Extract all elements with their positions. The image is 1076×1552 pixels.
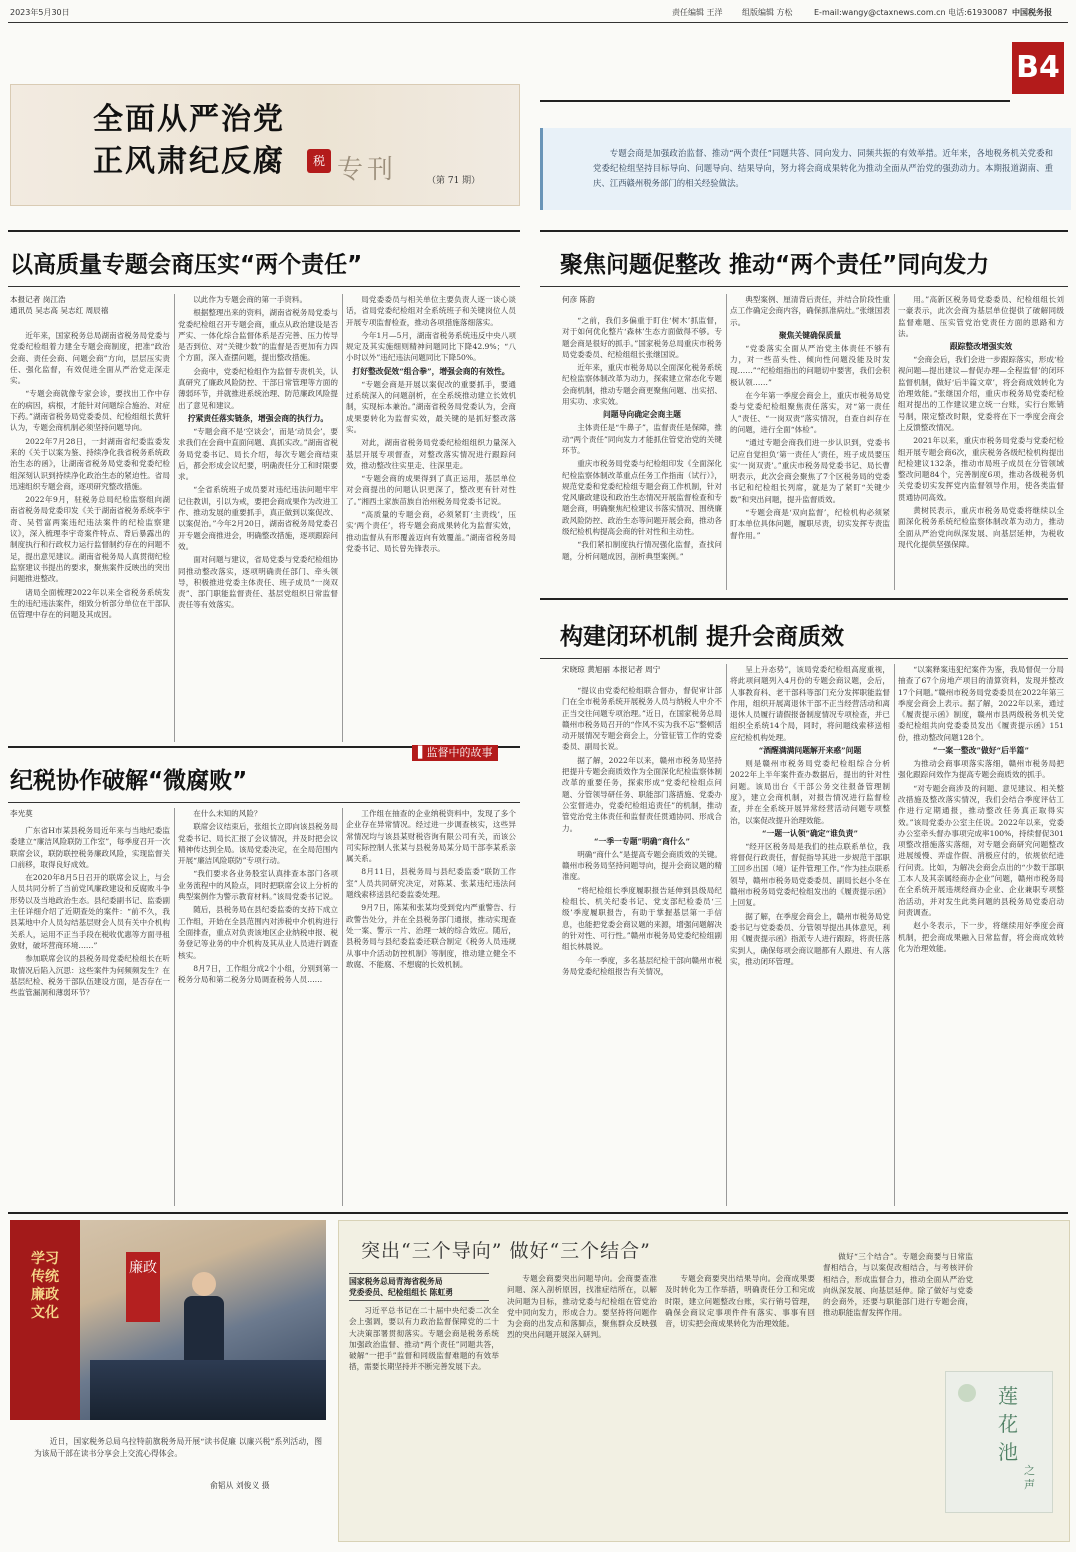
article1-paragraph: 会商中，党委纪检组作为监督专责机关，认真研究了廉政风险防控、干部日常管理等方面的薄弱环节，并就推进系统治理、防范廉政风险提出了意见和建议。 [178,366,338,410]
speaker-body [184,1296,224,1366]
article2-title-rule [540,286,1068,287]
article1-paragraph: 2022年9月，驻税务总局纪检监察组向湖南省税务局党委印发《关于湖南省税务系统李宇奇、吴哲富两案违纪违法案件的纪检监察建议》，深入梳理李宇奇案件特点、背后暴露出的制度执行和行政权力运行监督制约存在的问题不足，提出意见建议。湖南省税务局人真贯彻纪检监察建议书提出的要求，聚焦案件反映出的突出问题推进整改。 [10,495,170,584]
intro-text: 专题会商是加强政治监督、推动“两个责任”同题共答、同向发力、同频共振的有效举措。近年来，各地税务机关党委和党委纪检组坚持目标导向、问题导向、结果导向，努力将会商成果转化为推动全面从严治党的强劲动力。本期报道湖南、重庆、江西赣州税务部门的相关经验做法。 [593,148,1053,188]
article4-paragraph: 随后，县税务局在县纪委监委的支持下成立工作组，开始在全县范围内对涉税中介机构进行全面排查，重点对负责该地区企业纳税申报、税务登记等业务的中介机构及其从业人员进行调查核实。 [178,905,338,960]
article1-subhead: “专题会商就像专家会诊，要找出工作中存在的病因，病根，才能针对问题综合施治、对症下药。”湖南省税务局党委委员、纪检组组长黄轩认为，专题会商机制必须坚持问题导向。 [10,389,170,433]
article1-paragraph: 根据整理出来的资料，湖南省税务局党委与党委纪检组召开专题会商，重点从政治建设是否严实、一体化综合监督体系是否完善、压力传导是否到位、对“关键少数”的监督是否更加有力四个方面，深入查摆问题，提出整改措施。 [178,308,338,363]
article1-byline-correspondents: 通讯员 吴志高 吴志红 周辰禧 [10,306,109,315]
article3-column-2 [730,664,890,1206]
article1-subhead: 拧紧责任落实链条，增强会商的执行力。 [187,413,329,423]
article3-paragraph: 据了解，在季度会商会上，赣州市税务局党委书记与党委委员、分管领导提出具体意见，利用《履责提示函》指派专人进行跟踪，将责任落实到人，确保每项会商议题都有人跟进、有人落实，推动闭环管理。 [730,911,890,966]
article4-paragraph: 参加联席会议的县税务局党委纪检组长在听取情况后陷入沉思：这些案件为何频频发生？在基层纪检、税务干部队伍建设方面，是否存在一些监管漏洞和薄弱环节？ [10,954,170,998]
article3-paragraph: 赵小冬表示，下一步，将继续用好季度会商机制，把会商成果融入日常监督，将会商成效转化为治理效能。 [898,921,1064,953]
article3-byline: 宋晓琼 黄旭丽 本报记者 周宁 [562,665,661,674]
essay-author-title: 党委委员、纪检组组长 陈虹勇 [349,1288,454,1297]
essay-author-org: 国家税务总局青海省税务局 [349,1277,443,1286]
article4-byline: 李光莫 [10,809,33,818]
audience-row [90,1360,326,1420]
article2-paragraph: 2021年以来，重庆市税务局党委与党委纪检组开展专题会商6次，重庆税务各级纪检机构提出纪检建议132条，推动市局班子成员在分管领域整改问题84个，完善制度6项，推动各级税务机关党委切实发挥党内监督领导作用，使各类监督贯通协同高效。 [898,436,1064,502]
article4-column-3 [346,808,516,1206]
article2-paragraph: 重庆市税务局党委与纪检组印发《全面深化纪检监察体制改革重点任务工作指南（试行）》，规范党委和党委纪检组专题会商工作机制，针对党风廉政建设和政治生态情况开展监督检查和专题会商，明确聚焦纪检建议书落实情况、围绕廉政风险防控、政治生态等问题开展会商，推动各级纪检机构提高会商的针对性和主动性。 [562,459,722,537]
article4-paragraph: 8月7日，工作组分成2个小组，分别到第一税务分局和第二税务分局调查税务人员…… [178,963,338,985]
article4-paragraph: “我们要求各业务股室认真排查本部门各项业务流程中的风险点，同时把联席会议上分析的典型案例作为警示教育材料。”该局党委书记说。 [178,869,338,902]
article1-title-rule [8,286,520,287]
special-issue-label: 专刊 [337,155,398,185]
article4-paragraph: 联席会议结束后，张组长立即向该县税务局党委书记、局长汇报了会议情况，并及时把会议精神传达到全局。该局党委决定，在全局范围内开展“廉洁风险联防”专项行动。 [178,822,338,866]
column-divider [342,808,343,1206]
article2-paragraph: 用。”高新区税务局党委委员、纪检组组长刘一豪表示，此次会商为基层单位提供了破解同级监督难题、压实管党治党责任方面的思路和方法。 [898,295,1064,338]
column-banner [10,84,520,206]
article1-subhead: 打好整改促效“组合拳”，增强会商的有效性。 [352,366,510,376]
article4-paragraph: 9月7日，陈某和张某均受到党内严重警告、行政警告处分，并在全县税务部门通报，推动实现查处一案、警示一片、治理一域的综合效应。随后，县税务局与县纪委监委还联合制定《税务人员违规从事中介活动防控机制》等制度，推动建立健全不敢腐、不能腐、不想腐的长效机制。 [346,903,516,969]
article1-column-3 [346,294,516,742]
article3-paragraph: 为推动会商事项落实落细，赣州市税务局把强化跟踪问效作为提高专题会商质效的抓手。 [898,759,1064,780]
article2-paragraph: 在今年第一季度会商会上，重庆市税务局党委与党委纪检组聚焦责任落实，对“第一责任人”责任、“一岗双责”落实情况，自查自纠存在的问题，进行全面“体检”。 [730,391,890,434]
article2-column-2 [730,294,890,590]
page-number-badge: B4 [1012,42,1064,94]
essay-paragraph: 习近平总书记在二十届中央纪委二次全会上强调，要以有力政治监督保障党的二十大决策部署贯彻落实。专题会商是税务系统加强政治监督、推动“两个责任”同题共答，破解“一把手”监督和同级监督难题的有效举措，需要长期坚持并不断完善发展下去。 [349,1306,499,1372]
header-thick-rule [540,100,1010,102]
article1-paragraph: 近年来，国家税务总局湖南省税务局党委与党委纪检组着力建全专题会商制度，把准“政治会商、责任会商、问题会商”方向，层层压实责任、强化监督，有效促进全面从严治党走深走实。 [10,331,170,386]
article4-paragraph: 8月11日，县税务局与县纪委监委“联防工作室”人员共同研究决定，对陈某、张某违纪违法问题线索移送县纪委监委处理。 [346,867,516,900]
article1-paragraph: “高质量的专题会商，必须紧盯‘主责线’，压实‘两个责任’，将专题会商成果转化为监督实效，推动监督从有形覆盖迈向有效覆盖。”湖南省税务局党委书记、局长曾先锋表示。 [346,510,516,553]
article3-paragraph: 明确“商什么”是提高专题会商质效的关键。赣州市税务局坚持问题导向，提升会商议题的精准度。 [562,849,722,882]
lotus-icon [958,1384,976,1402]
essay-paragraph: 专题会商要突出结果导向。会商成果要及时转化为工作举措，明确责任分工和完成时限，建立问题整改台账，实行销号管理，确保会商议定事项件件有落实、事事有回音，切实把会商成果转化为治理效能。 [665,1274,815,1329]
column-divider [174,808,175,1206]
lotus-column-subtitle: 之声 [1024,1464,1035,1491]
article4-title-rule [8,802,520,803]
article1-top-rule [8,230,520,232]
issue-number: （第 71 期） [427,176,481,186]
essay-column-3 [665,1273,815,1531]
essay-author-box [349,1273,489,1301]
lotus-column-logo [945,1371,1053,1513]
column-divider [342,294,343,742]
article1-column-1 [10,294,170,742]
article4-paragraph: 在什么未知的风险？ [193,809,262,818]
article2-column-1 [562,294,722,590]
column-divider [174,294,175,742]
header-rule [8,22,1068,23]
article2-paragraph: “通过专题会商我们进一步认识到，党委书记应自觉担负‘第一责任人’责任，班子成员要压实‘一岗双责’。”重庆市税务局党委书记、局长曹明表示，此次会商会聚焦了7个区税务局的党委书记和纪检组长列席，就是为了紧盯“关键少数”和突出问题，提升监督质效。 [730,438,890,504]
article3-paragraph: “对专题会商涉及的问题、意见建议、相关整改措施及整改落实情况，我们会结合季度评估工作进行定期通报，推动整改任务真正取得实效。”该局党委办公室主任说。2022年以来，党委办公室牵头督办事项完成率100%，持续督促301项整改措施落实落细，对专题会商研究问题整改进展缓慢、弄虚作假、消极应付的，依规依纪进行问责。比如，为解决会商会点出的“少数干部职工本人及其亲属经商办企业”问题，赣州市税务局在全系统开展违规经商办企业、企业兼职专项整治活动，并对发生此类问题的县税务局党委启动问责调查。 [898,783,1064,917]
article1-paragraph: “专题会商不是‘空谈会’，而是‘动员会’，要求我们在会商中直面问题、真抓实改。”湖南省税务局党委书记、局长介绍，每次专题会商结束后，都会形成会议纪要，明确责任分工和时限要求。 [178,426,338,482]
photo-wall-sign: 廉政 [126,1252,160,1322]
article3-top-rule [540,598,1068,600]
column-divider [894,294,895,590]
article2-column-3 [898,294,1064,590]
article4-paragraph: 广东省H市某县税务局近年来与当地纪委监委建立“廉洁风险联防工作室”，每季度召开一次联席会议，联防联控税务廉政风险，实现监督关口前移，取得良好成效。 [10,826,170,869]
article3-subhead: “酒醒满满问题解开来惑”问题 [758,746,862,756]
essay-column-1 [349,1305,499,1531]
article1-paragraph: 面对问题与建议，省局党委与党委纪检组协同推动整改落实，逐项明确责任部门、牵头领导，积极推进党委主体责任、班子成员“一岗双责”、部门职能监督责任、基层党组织日常监督责任等有效落实。 [178,555,338,610]
article4-paragraph: 工作组在抽查的企业纳税资料中，发现了多个企业存在异常情况。经过进一步调查核实，这些异常情况均与该县某财税咨询有限公司有关，而该公司实际控制人张某与县税务局某分局干部李某系亲属关系。 [346,809,516,864]
contact-info: E-mail:wangy@ctaxnews.com.cn 电话:61930087 [814,8,1008,17]
photo-credit: 俞韬从 刘俊义 摄 [210,1481,270,1490]
article1-paragraph: 以此作为专题会商的第一手资料。 [193,295,308,304]
article2-paragraph: 近年来，重庆市税务局以全面深化税务系统纪检监察体制改革为动力，探索建立常态化专题会商机制，推动专题会商更聚焦问题、出实招、用实功、求实效。 [562,363,722,407]
article1-paragraph: “全省系统班子成员要对违纪违法问题牢牢记住教训，引以为戒，要把会商成果作为改进工作、推动发展的重要抓手，真正做到以案促改、以案促治。”今年2月20日，湖南省税务局党委召开专题会商推进会，明确整改措施，逐项跟踪问效。 [178,485,338,551]
article4-column-1 [10,808,170,1206]
seal-stamp: 税 [307,149,331,173]
article1-byline-reporter: 本报记者 岗江浩 [10,295,66,304]
article3-paragraph: 呈上升态势”，该局党委纪检组高度重视，将此项问题列入4月份的专题会商议题，会后，人事教育科、老干部科等部门充分发挥职能监督作用，组织开展离退休干部不正当经营活动和离退休人员履行请假报备制度情况专项检查，并已组织全系统14个局，同时，将问题线索移送相应纪检机构处理。 [730,665,890,742]
article2-paragraph: “会商会后，我们会进一步跟踪落实，形成‘检视问题—提出建议—督促办理—全程监督’的闭环监督机制，做好‘后半篇文章’，将会商成效转化为治理效能。”张继国介绍，重庆市税务局党委纪检组对提出的工作建议建立统一台账，实行台账销号制，限定整改时限，党委将在下一季度会商会上反馈整改情况。 [898,355,1064,432]
article1-paragraph: 对此，湖南省税务局党委纪检组组织力量深入基层开展专项督查，对整改落实情况进行跟踪问效，推动整改往实里走、往深里走。 [346,438,516,470]
column-divider [894,664,895,1206]
article1-paragraph: 诸局全面梳理2022年以来全省税务系统发生的违纪违法案件，细致分析部分单位在干部队伍管理中存在的问题及其成因。 [10,587,170,620]
article1-headline: 以高质量专题会商压实“两个责任” [10,252,363,278]
article3-subhead: “一季一专题”明确“商什么” [594,836,690,846]
intro-box [540,128,1071,210]
essay-box [338,1220,1070,1542]
column-divider [726,294,727,590]
article2-byline: 何彦 陈韵 [562,295,595,304]
essay-paragraph: 专题会商要突出问题导向。会商要查准问题、深入剖析原因，找准症结所在，以解决问题为目标，推动党委与纪检组在管党治党中同向发力，形成合力。要坚持将问题作为会商的出发点和落脚点，聚焦群众反映强烈的突出问题开展深入研判。 [507,1274,657,1340]
article1-paragraph: 今年1月—5月，湖南省税务系统违反中央八项规定及其实施细则精神问题同比下降42.9%；“八小时以外”违纪违法问题同比下降50%。 [346,330,516,363]
article2-subhead: 问题导向确定会商主题 [603,410,681,420]
article3-column-3 [898,664,1064,1206]
banner-title-line1: 全面从严治党 [93,102,285,137]
photo-banner-text: 学习传统廉政文化 [31,1251,59,1321]
essay-column-4 [823,1251,973,1351]
essay-column-2 [507,1273,657,1531]
article3-column-1 [562,664,722,1206]
article2-subhead: 聚焦关键确保质量 [778,330,842,340]
article2-paragraph: “专题会商是‘双向监督’，纪检机构必须紧盯本单位具体问题，履职尽责，切实发挥专责监督作用。” [730,508,890,540]
column-divider [726,664,727,1206]
article2-paragraph: 主体责任是“牛鼻子”，监督责任是保障，推动“两个责任”同向发力才能抓住管党治党的关键环节。 [562,423,722,455]
article4-column-2 [178,808,338,1206]
article1-paragraph: 2022年7月28日，一封湖南省纪委监委发来的《关于以案为鉴、持续净化我省税务系统政治生态的函》，让湖南省税务局党委和党委纪检组深刻认识到持续净化政治生态的紧迫性。省局迅速组织专题会商，逐项研究整改措施。 [10,436,170,491]
article3-paragraph: 据了解，2022年以来，赣州市税务局坚持把提升专题会商质效作为全面深化纪检监察体制改革的重要任务，探索形成“党委纪检组点问题、分管领导研任务、职能部门落措施、党委办公室督进办，党委纪检组追责任”的机制，推动管党治党主体责任和监督责任贯通协同、形成合力。 [562,755,722,833]
essay-headline: 突出“三个导向” 做好“三个结合” [361,1240,651,1262]
article3-title-rule [540,658,1068,659]
article2-paragraph: “我们紧扣制度执行情况强化监督，查找问题，分析问题成因，剖析典型案例。” [562,540,722,561]
article3-paragraph: 则是赣州市税务局党委纪检组综合分析2022年上半年案件查办数据后，提出的针对性问题。该局出台《干部公务交往报备管理制度》，建立会商机制，对报告情况进行监督检查，并在全系统开展异常经营活动问题专项整治，以案促改提升治理效能。 [730,759,890,825]
article2-subhead: 跟踪整改增强实效 [949,342,1013,352]
story-tag: ▌监督中的故事 [412,745,498,761]
article3-paragraph: “提议由党委纪检组联合督办，督促审计部门在全市税务系统开展税务人员与纳税人中介不正当交往问题专项治理。”近日，在国家税务总局赣州市税务局召开的“作风不实为我不忘”整顿活动开展情况专题会商会上，分管征管工作的党委委员、副局长说。 [562,686,722,752]
article3-paragraph: “以案释案违犯纪案件为鉴，我局督促一分局抽查了67个房地产项目的清算资料，发现并整改17个问题。”赣州市税务局党委委员在2022年第三季度会商会上表示。据了解，2022年以来，通过《履责提示函》制度，赣州市县两级税务机关党委纪检组共向党委委员发出《履责提示函》151份，推动整改问题128个。 [898,665,1064,742]
issue-date: 2023年5月30日 [10,8,70,17]
paper-name: 中国税务报 [1012,8,1052,17]
article4-paragraph: 在2020年8月5日召开的联席会议上，与会人员共同分析了当前党风廉政建设和反腐败斗争形势以及当地政治生态。县纪委副书记、监委副主任详细介绍了近期查处的案件：“前不久，我县某地中介人员勾结基层财会人员有关中介机构关系人，运用不正当手段在税收优惠等方面寻租敛财，破坏营商环境……” [10,873,170,950]
article1-column-2 [178,294,338,742]
article3-paragraph: “经开区税务局是我们的挂点联系单位，我将督促行政责任，督促指导其进一步规范干部职工回乡出国（境）证件管理工作。”作为挂点联系领导，赣州市税务局党委委员、副局长赵小冬在赣州市税务局党委纪检组发出的《履责提示函》上回复。 [730,841,890,908]
lotus-column-title: 莲花池 [998,1384,1018,1464]
article1-paragraph: 局党委委员与相关单位主要负责人逐一谈心谈话，省局党委纪检组对全系统班子和关键岗位人员开展专项监督检查，推动各项措施落细落实。 [346,295,516,327]
article3-paragraph: 今年一季度，多名基层纪检干部向赣州市税务局党委纪检组报告有关情况， [562,955,722,976]
article4-headline: 纪税协作破解“微腐败” [10,768,248,794]
speaker-figure [192,1272,216,1296]
editor-credit: 责任编辑 王洋 [672,8,723,17]
article2-headline: 聚焦问题促整改 推动“两个责任”同向发力 [560,252,990,278]
article2-paragraph: “之前，我们多偏重于盯住‘树木’抓监督，对于如何优化整片‘森林’生态方面做得不够。专题会商是很好的抓手。”国家税务总局重庆市税务局党委委员、纪检组组长张继国说。 [562,316,722,359]
article2-paragraph: 黄树民表示，重庆市税务局党委将继续以全面深化税务系统纪检监察体制改革为动力，推动全面从严治党向纵深发展、向基层延伸，为税收现代化提供坚强保障。 [898,506,1064,549]
article1-paragraph: “专题会商是开展以案促改的重要抓手，要通过系统深入的问题剖析，在全系统推动建立长效机制，实现标本兼治。”湖南省税务局党委认为，会商成果要转化为监督实效，最关键的是抓好整改落实。 [346,379,516,434]
story-tag-label: 监督中的故事 [426,746,493,759]
article2-paragraph: 典型案例、厘清背后责任，并结合阶段性重点工作确定会商内容，确保抓准病灶。”张继国表示。 [730,295,890,327]
essay-paragraph: 做好“三个结合”。专题会商要与日常监督相结合，与以案促改相结合，与考核评价相结合，形成监督合力，推动全面从严治党向纵深发展、向基层延伸。除了做好与党委的会商外，还要与职能部门进行专题会商，推动职能监督发挥作用。 [823,1252,973,1318]
bottom-section-rule [8,1212,1068,1214]
article2-top-rule [540,230,1068,232]
article3-paragraph: “将纪检组长季度履职报告延伸到县级局纪检组长、机关纪委书记、党支部纪检委员‘三级’季度履职报告，有助于掌握基层第一手信息，也能把党委会商议题的来源，增强问题解决的针对性、可行性。”赣州市税务局党委纪检组副组长林晨说。 [562,885,722,952]
banner-title-line2: 正风肃纪反腐 [93,144,285,179]
photo-caption: 近日，国家税务总局乌拉特前旗税务局开展“读书促廉 以廉兴税”系列活动，图为该局干部在读书分享会上交流心得体会。 [34,1437,322,1458]
article3-headline: 构建闭环机制 提升会商质效 [560,624,845,650]
article2-paragraph: “党委落实全面从严治党主体责任不够有力，对一些苗头性、倾向性问题没能及时发现……”“纪检组指出的问题切中要害，我们会积极认领……” [730,343,890,387]
layout-credit: 组版编辑 方松 [742,8,793,17]
event-photo [10,1220,326,1420]
article3-subhead: “一案一整改”做好“后半篇” [933,746,1029,756]
article1-paragraph: “专题会商的成果得到了真正运用，基层单位对会商提出的问题认识更深了，整改更有针对性了。”湘西土家族苗族自治州税务局党委书记说。 [346,474,516,506]
article3-subhead: “一题一认领”确定“谁负责” [762,828,858,838]
